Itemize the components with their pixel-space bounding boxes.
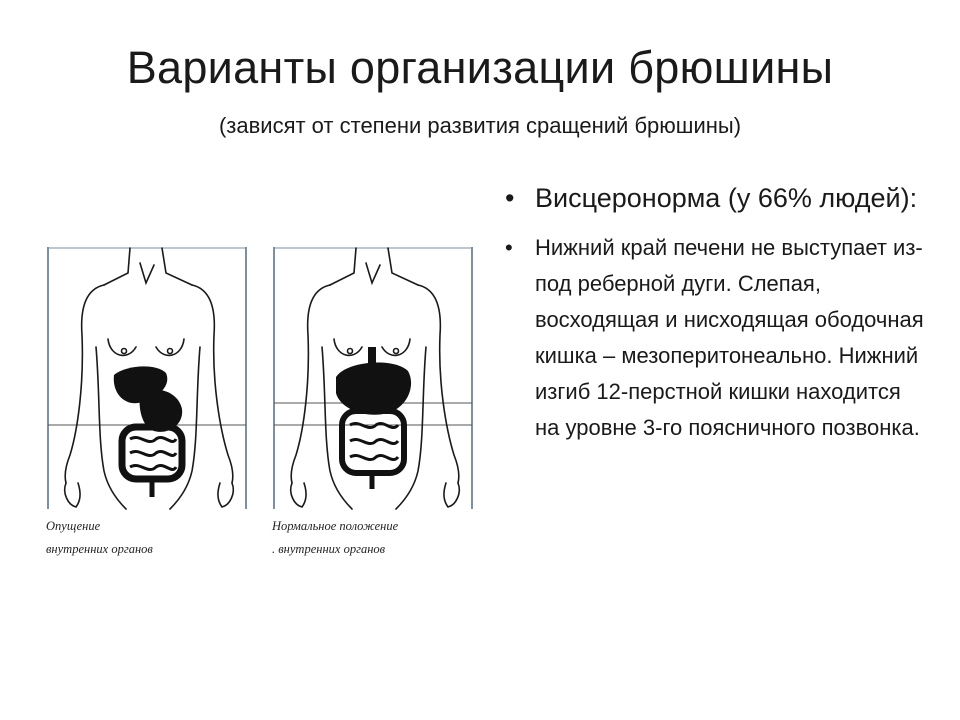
caption-line-1: Опущение [46,519,101,533]
visceroptosis-panel [44,243,248,565]
slide-title: Варианты организации брюшины [126,42,834,93]
visceroptosis-caption [46,515,256,561]
slide-subtitle: (зависят от степени развития сращений брюшины) [218,113,742,138]
caption-line-2: внутренних органов [46,542,153,556]
bullet-description: • Нижний край печени не выступает из-под реберной дуги. Слепая, восходящая и нисходящая ободочная кишка – мезоперитонеально. Нижний изгиб 12-перстной кишки находится на уровне 3-го поясничного позвонка. [505,230,925,446]
anatomy-figure [44,243,476,565]
bullet-visceronorm: • Висцеронорма (у 66% людей): [505,180,925,216]
caption-line-1: Нормальное положение [272,519,399,533]
displaced-organs [114,366,182,497]
normal-organs [336,347,411,489]
bullet-list [505,180,925,446]
normal-position-panel [270,243,474,565]
caption-line-2: . внутренних органов [272,542,386,556]
normal-position-caption [272,515,482,561]
